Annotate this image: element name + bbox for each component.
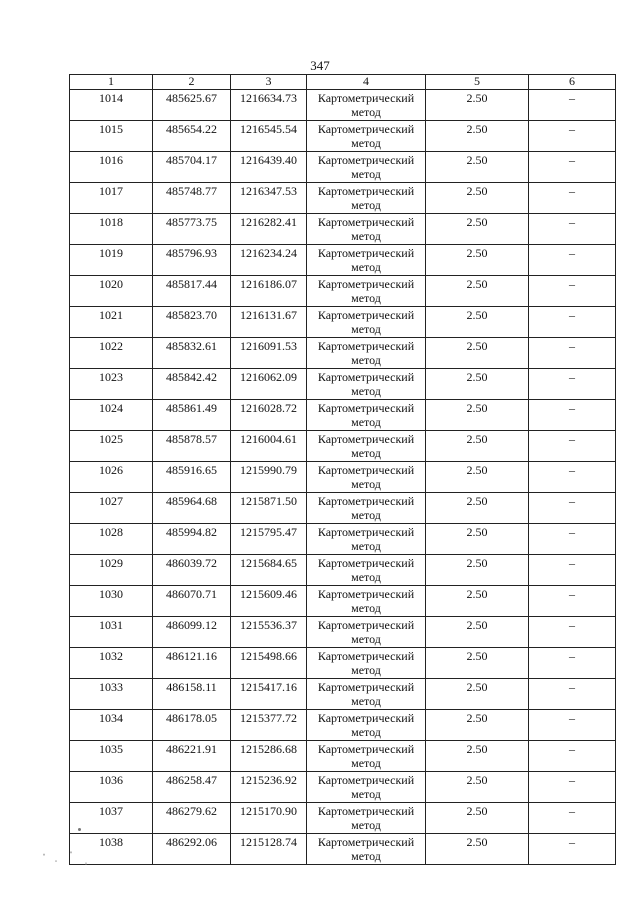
- accuracy-cell: 2.50: [426, 245, 529, 276]
- x-coordinate-cell: 485773.75: [153, 214, 231, 245]
- header-col-5: 5: [426, 75, 529, 90]
- method-line-1: Картометрический: [317, 835, 415, 849]
- x-coordinate-cell: 485748.77: [153, 183, 231, 214]
- accuracy-cell: 2.50: [426, 462, 529, 493]
- accuracy-cell: 2.50: [426, 555, 529, 586]
- note-cell: –: [529, 741, 616, 772]
- note-cell: –: [529, 555, 616, 586]
- method-cell: [307, 276, 426, 307]
- method-cell: [307, 183, 426, 214]
- point-cell: 1025: [70, 431, 153, 462]
- method-cell: [307, 710, 426, 741]
- table-row: [70, 834, 616, 865]
- note-cell: –: [529, 431, 616, 462]
- method-line-1: Картометрический: [317, 525, 415, 539]
- method-line-2: метод: [351, 787, 381, 801]
- accuracy-cell: 2.50: [426, 431, 529, 462]
- note-cell: –: [529, 152, 616, 183]
- method-line-1: Картометрический: [317, 122, 415, 136]
- x-coordinate-cell: 485861.49: [153, 400, 231, 431]
- method-line-2: метод: [351, 291, 381, 305]
- header-row: [70, 75, 616, 90]
- method-cell: [307, 121, 426, 152]
- method-line-1: Картометрический: [317, 804, 415, 818]
- table-row: [70, 214, 616, 245]
- table-row: [70, 586, 616, 617]
- note-cell: –: [529, 183, 616, 214]
- method-line-2: метод: [351, 756, 381, 770]
- y-coordinate-cell: 1216234.24: [231, 245, 307, 276]
- method-line-2: метод: [351, 849, 381, 863]
- table-row: [70, 276, 616, 307]
- x-coordinate-cell: 486258.47: [153, 772, 231, 803]
- y-coordinate-cell: 1216091.53: [231, 338, 307, 369]
- accuracy-cell: 2.50: [426, 648, 529, 679]
- method-line-1: Картометрический: [317, 432, 415, 446]
- accuracy-cell: 2.50: [426, 803, 529, 834]
- x-coordinate-cell: 486292.06: [153, 834, 231, 865]
- accuracy-cell: 2.50: [426, 834, 529, 865]
- point-cell: 1035: [70, 741, 153, 772]
- method-line-2: метод: [351, 167, 381, 181]
- method-line-1: Картометрический: [317, 773, 415, 787]
- point-cell: 1037: [70, 803, 153, 834]
- method-line-1: Картометрический: [317, 91, 415, 105]
- point-cell: 1014: [70, 90, 153, 121]
- x-coordinate-cell: 486221.91: [153, 741, 231, 772]
- accuracy-cell: 2.50: [426, 741, 529, 772]
- point-cell: 1021: [70, 307, 153, 338]
- table-row: [70, 462, 616, 493]
- table-row: [70, 245, 616, 276]
- y-coordinate-cell: 1215377.72: [231, 710, 307, 741]
- note-cell: –: [529, 679, 616, 710]
- x-coordinate-cell: 486178.05: [153, 710, 231, 741]
- y-coordinate-cell: 1215871.50: [231, 493, 307, 524]
- method-line-1: Картометрический: [317, 184, 415, 198]
- table-row: [70, 183, 616, 214]
- table-row: [70, 369, 616, 400]
- header-col-4: 4: [307, 75, 426, 90]
- accuracy-cell: 2.50: [426, 307, 529, 338]
- accuracy-cell: 2.50: [426, 493, 529, 524]
- method-cell: [307, 648, 426, 679]
- method-line-2: метод: [351, 725, 381, 739]
- x-coordinate-cell: 485878.57: [153, 431, 231, 462]
- x-coordinate-cell: 485832.61: [153, 338, 231, 369]
- method-line-2: метод: [351, 136, 381, 150]
- method-line-1: Картометрический: [317, 556, 415, 570]
- method-cell: [307, 245, 426, 276]
- y-coordinate-cell: 1215128.74: [231, 834, 307, 865]
- header-col-1: 1: [70, 75, 153, 90]
- method-cell: [307, 462, 426, 493]
- note-cell: –: [529, 90, 616, 121]
- method-line-1: Картометрический: [317, 246, 415, 260]
- method-line-2: метод: [351, 539, 381, 553]
- note-cell: –: [529, 803, 616, 834]
- point-cell: 1031: [70, 617, 153, 648]
- y-coordinate-cell: 1215684.65: [231, 555, 307, 586]
- method-cell: [307, 834, 426, 865]
- table-row: [70, 679, 616, 710]
- table-header: [70, 75, 616, 90]
- x-coordinate-cell: 485817.44: [153, 276, 231, 307]
- accuracy-cell: 2.50: [426, 586, 529, 617]
- accuracy-cell: 2.50: [426, 90, 529, 121]
- method-line-2: метод: [351, 570, 381, 584]
- y-coordinate-cell: 1215286.68: [231, 741, 307, 772]
- method-cell: [307, 214, 426, 245]
- y-coordinate-cell: 1216062.09: [231, 369, 307, 400]
- x-coordinate-cell: 485625.67: [153, 90, 231, 121]
- method-line-2: метод: [351, 508, 381, 522]
- point-cell: 1019: [70, 245, 153, 276]
- accuracy-cell: 2.50: [426, 152, 529, 183]
- note-cell: –: [529, 524, 616, 555]
- header-col-6: 6: [529, 75, 616, 90]
- table-row: [70, 307, 616, 338]
- y-coordinate-cell: 1216028.72: [231, 400, 307, 431]
- y-coordinate-cell: 1215795.47: [231, 524, 307, 555]
- table-row: [70, 524, 616, 555]
- table-row: [70, 400, 616, 431]
- y-coordinate-cell: 1215536.37: [231, 617, 307, 648]
- y-coordinate-cell: 1216282.41: [231, 214, 307, 245]
- x-coordinate-cell: 486279.62: [153, 803, 231, 834]
- x-coordinate-cell: 485916.65: [153, 462, 231, 493]
- method-line-1: Картометрический: [317, 308, 415, 322]
- table-row: [70, 90, 616, 121]
- note-cell: –: [529, 307, 616, 338]
- y-coordinate-cell: 1216004.61: [231, 431, 307, 462]
- accuracy-cell: 2.50: [426, 369, 529, 400]
- table-row: [70, 741, 616, 772]
- note-cell: –: [529, 617, 616, 648]
- table-row: [70, 710, 616, 741]
- note-cell: –: [529, 586, 616, 617]
- y-coordinate-cell: 1215170.90: [231, 803, 307, 834]
- method-line-2: метод: [351, 446, 381, 460]
- page-number: 347: [310, 58, 330, 73]
- method-line-2: метод: [351, 818, 381, 832]
- table-row: [70, 555, 616, 586]
- method-cell: [307, 493, 426, 524]
- method-line-2: метод: [351, 229, 381, 243]
- note-cell: –: [529, 369, 616, 400]
- method-line-2: метод: [351, 694, 381, 708]
- table-row: [70, 338, 616, 369]
- accuracy-cell: 2.50: [426, 338, 529, 369]
- point-cell: 1027: [70, 493, 153, 524]
- note-cell: –: [529, 245, 616, 276]
- point-cell: 1020: [70, 276, 153, 307]
- x-coordinate-cell: 486099.12: [153, 617, 231, 648]
- method-line-1: Картометрический: [317, 494, 415, 508]
- point-cell: 1029: [70, 555, 153, 586]
- method-line-1: Картометрический: [317, 401, 415, 415]
- note-cell: –: [529, 462, 616, 493]
- note-cell: –: [529, 276, 616, 307]
- x-coordinate-cell: 485842.42: [153, 369, 231, 400]
- accuracy-cell: 2.50: [426, 400, 529, 431]
- note-cell: –: [529, 214, 616, 245]
- x-coordinate-cell: 485704.17: [153, 152, 231, 183]
- y-coordinate-cell: 1216131.67: [231, 307, 307, 338]
- method-line-2: метод: [351, 105, 381, 119]
- y-coordinate-cell: 1215417.16: [231, 679, 307, 710]
- x-coordinate-cell: 486158.11: [153, 679, 231, 710]
- x-coordinate-cell: 485823.70: [153, 307, 231, 338]
- method-line-1: Картометрический: [317, 463, 415, 477]
- method-line-1: Картометрический: [317, 215, 415, 229]
- note-cell: –: [529, 710, 616, 741]
- x-coordinate-cell: 486121.16: [153, 648, 231, 679]
- method-line-2: метод: [351, 415, 381, 429]
- method-cell: [307, 369, 426, 400]
- method-line-1: Картометрический: [317, 742, 415, 756]
- y-coordinate-cell: 1216634.73: [231, 90, 307, 121]
- point-cell: 1034: [70, 710, 153, 741]
- accuracy-cell: 2.50: [426, 183, 529, 214]
- accuracy-cell: 2.50: [426, 710, 529, 741]
- x-coordinate-cell: 485654.22: [153, 121, 231, 152]
- method-cell: [307, 803, 426, 834]
- table-row: [70, 772, 616, 803]
- accuracy-cell: 2.50: [426, 617, 529, 648]
- point-cell: 1030: [70, 586, 153, 617]
- method-line-1: Картометрический: [317, 587, 415, 601]
- table-row: [70, 152, 616, 183]
- method-cell: [307, 741, 426, 772]
- point-cell: 1026: [70, 462, 153, 493]
- method-line-2: метод: [351, 322, 381, 336]
- method-cell: [307, 617, 426, 648]
- point-cell: 1015: [70, 121, 153, 152]
- point-cell: 1023: [70, 369, 153, 400]
- method-line-1: Картометрический: [317, 649, 415, 663]
- method-cell: [307, 400, 426, 431]
- table-row: [70, 803, 616, 834]
- method-cell: [307, 307, 426, 338]
- method-line-2: метод: [351, 477, 381, 491]
- x-coordinate-cell: 486039.72: [153, 555, 231, 586]
- table-body: [70, 90, 616, 865]
- y-coordinate-cell: 1215236.92: [231, 772, 307, 803]
- method-line-2: метод: [351, 601, 381, 615]
- y-coordinate-cell: 1215609.46: [231, 586, 307, 617]
- y-coordinate-cell: 1216545.54: [231, 121, 307, 152]
- note-cell: –: [529, 648, 616, 679]
- y-coordinate-cell: 1215990.79: [231, 462, 307, 493]
- accuracy-cell: 2.50: [426, 276, 529, 307]
- note-cell: –: [529, 338, 616, 369]
- note-cell: –: [529, 121, 616, 152]
- note-cell: –: [529, 493, 616, 524]
- method-line-2: метод: [351, 384, 381, 398]
- header-col-2: 2: [153, 75, 231, 90]
- method-line-2: метод: [351, 663, 381, 677]
- accuracy-cell: 2.50: [426, 772, 529, 803]
- method-line-2: метод: [351, 353, 381, 367]
- method-cell: [307, 772, 426, 803]
- point-cell: 1028: [70, 524, 153, 555]
- method-line-2: метод: [351, 198, 381, 212]
- method-line-1: Картометрический: [317, 277, 415, 291]
- point-cell: 1016: [70, 152, 153, 183]
- method-cell: [307, 524, 426, 555]
- scan-mark: [78, 828, 81, 831]
- accuracy-cell: 2.50: [426, 214, 529, 245]
- method-cell: [307, 431, 426, 462]
- note-cell: –: [529, 400, 616, 431]
- scan-noise: [38, 848, 98, 870]
- point-cell: 1033: [70, 679, 153, 710]
- method-cell: [307, 152, 426, 183]
- method-line-2: метод: [351, 632, 381, 646]
- method-line-1: Картометрический: [317, 339, 415, 353]
- method-line-2: метод: [351, 260, 381, 274]
- note-cell: –: [529, 834, 616, 865]
- table-row: [70, 493, 616, 524]
- y-coordinate-cell: 1216186.07: [231, 276, 307, 307]
- y-coordinate-cell: 1216439.40: [231, 152, 307, 183]
- method-line-1: Картометрический: [317, 711, 415, 725]
- method-cell: [307, 90, 426, 121]
- note-cell: –: [529, 772, 616, 803]
- x-coordinate-cell: 485994.82: [153, 524, 231, 555]
- method-cell: [307, 679, 426, 710]
- method-line-1: Картометрический: [317, 370, 415, 384]
- x-coordinate-cell: 486070.71: [153, 586, 231, 617]
- accuracy-cell: 2.50: [426, 121, 529, 152]
- table-row: [70, 648, 616, 679]
- header-col-3: 3: [231, 75, 307, 90]
- method-line-1: Картометрический: [317, 618, 415, 632]
- y-coordinate-cell: 1216347.53: [231, 183, 307, 214]
- y-coordinate-cell: 1215498.66: [231, 648, 307, 679]
- x-coordinate-cell: 485796.93: [153, 245, 231, 276]
- table-row: [70, 121, 616, 152]
- method-cell: [307, 338, 426, 369]
- coordinates-table: [69, 74, 616, 865]
- x-coordinate-cell: 485964.68: [153, 493, 231, 524]
- point-cell: 1022: [70, 338, 153, 369]
- accuracy-cell: 2.50: [426, 524, 529, 555]
- point-cell: 1032: [70, 648, 153, 679]
- table-row: [70, 431, 616, 462]
- point-cell: 1018: [70, 214, 153, 245]
- point-cell: 1024: [70, 400, 153, 431]
- point-cell: 1036: [70, 772, 153, 803]
- accuracy-cell: 2.50: [426, 679, 529, 710]
- method-line-1: Картометрический: [317, 153, 415, 167]
- method-line-1: Картометрический: [317, 680, 415, 694]
- point-cell: 1017: [70, 183, 153, 214]
- method-cell: [307, 586, 426, 617]
- method-cell: [307, 555, 426, 586]
- table-row: [70, 617, 616, 648]
- point-cell: 1038: [70, 834, 153, 865]
